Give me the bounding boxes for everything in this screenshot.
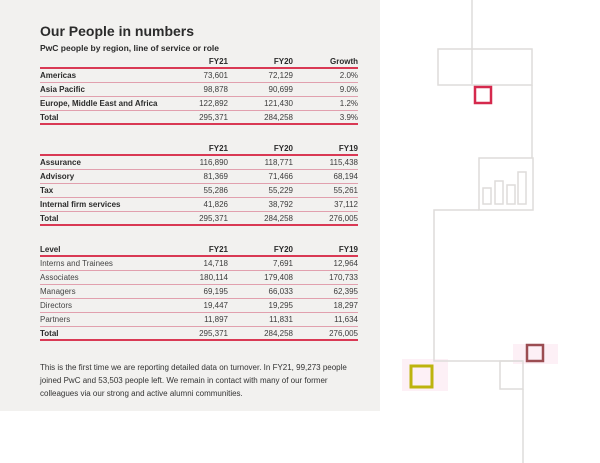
table-people-by-region (40, 56, 358, 125)
table-row-emea (40, 97, 358, 111)
row-label: Total (40, 328, 59, 338)
table-row-asia-pacific (40, 83, 358, 97)
cell-value: 284,258 (264, 213, 293, 223)
cell-value: 115,438 (329, 158, 358, 167)
cell-value: 38,792 (268, 200, 293, 209)
table-row-advisory (40, 170, 358, 184)
cell-value: 11,831 (269, 315, 293, 324)
column-header-fy19: FY19 (338, 144, 358, 153)
row-label: Directors (40, 301, 73, 310)
column-header-fy20: FY20 (273, 144, 293, 153)
row-label: Partners (40, 315, 71, 324)
cell-value: 12,964 (333, 259, 358, 268)
connector-lines (434, 0, 533, 463)
cell-value: 81,369 (203, 172, 228, 181)
table-people-by-level (40, 244, 358, 341)
row-label: Total (40, 213, 59, 223)
row-label: Internal firm services (40, 200, 121, 209)
cell-value: 14,718 (203, 259, 228, 268)
bar (483, 188, 491, 204)
table-row-partners (40, 313, 358, 327)
table-row-associates (40, 271, 358, 285)
cell-value: 71,466 (268, 172, 293, 181)
cell-value: 62,395 (333, 287, 358, 296)
cell-value: 73,601 (203, 71, 228, 80)
cell-value: 55,261 (333, 186, 358, 195)
table-row-americas (40, 69, 358, 83)
cell-value: 41,826 (203, 200, 228, 209)
table-row-tax (40, 184, 358, 198)
cell-value: 66,033 (268, 287, 293, 296)
connector-line (434, 210, 523, 361)
table-row-total (40, 327, 358, 341)
cell-value: 180,114 (199, 273, 228, 282)
cell-value: 3.9% (339, 112, 358, 122)
cell-value: 2.0% (339, 71, 358, 80)
cell-value: 18,297 (333, 301, 358, 310)
cell-value: 284,258 (264, 328, 293, 338)
column-header-fy21: FY21 (208, 245, 228, 254)
column-header-fy20: FY20 (273, 245, 293, 254)
column-header-fy21: FY21 (208, 144, 228, 153)
cell-value: 121,430 (264, 99, 293, 108)
row-label: Americas (40, 71, 77, 80)
cell-value: 284,258 (264, 112, 293, 122)
column-header-fy20: FY20 (273, 57, 293, 66)
cell-value: 90,699 (268, 85, 293, 94)
cell-value: 118,771 (264, 158, 293, 167)
table-row-internal-firm-services (40, 198, 358, 212)
cell-value: 72,129 (268, 71, 293, 80)
cell-value: 170,733 (329, 273, 358, 282)
table-people-by-line-of-service (40, 143, 358, 226)
cell-value: 69,195 (203, 287, 228, 296)
table-header-row (40, 143, 358, 156)
cell-value: 98,878 (203, 85, 228, 94)
bar (495, 181, 503, 204)
table-row-managers (40, 285, 358, 299)
cell-value: 295,371 (199, 112, 228, 122)
row-label: Europe, Middle East and Africa (40, 99, 158, 108)
cell-value: 1.2% (339, 99, 358, 108)
cell-value: 11,897 (204, 315, 228, 324)
page-title: Our People in numbers (40, 23, 195, 39)
cell-value: 295,371 (199, 328, 228, 338)
outline-box (438, 49, 532, 85)
cell-value: 19,447 (203, 301, 228, 310)
table-row-total (40, 212, 358, 226)
table-row-interns-and-trainees (40, 257, 358, 271)
table-header-row (40, 244, 358, 257)
table-row-directors (40, 299, 358, 313)
cell-value: 276,005 (329, 328, 358, 338)
outline-box (479, 158, 533, 210)
cell-value: 37,112 (334, 200, 358, 209)
cell-value: 295,371 (199, 213, 228, 223)
bar-chart-icon (483, 172, 526, 204)
row-label: Total (40, 112, 59, 122)
column-header-growth: Growth (330, 57, 358, 66)
red-square-marker (475, 87, 491, 103)
table-row-total (40, 111, 358, 125)
table-header-row (40, 56, 358, 69)
row-label: Assurance (40, 158, 81, 167)
column-header-fy19: FY19 (338, 245, 358, 254)
row-label: Associates (40, 273, 79, 282)
cell-value: 116,890 (199, 158, 228, 167)
column-header-level: Level (40, 245, 61, 254)
table-row-assurance (40, 156, 358, 170)
turnover-footnote: This is the first time we are reporting detailed data on turnover. In FY21, 99,273 people joined PwC and 53,503 people left. We remain in contact with many of our former colleagues via our strong and active alumni communities. (40, 363, 347, 398)
column-header-fy21: FY21 (208, 57, 228, 66)
page-subtitle: PwC people by region, line of service or role (40, 43, 220, 53)
cell-value: 122,892 (199, 99, 228, 108)
row-label: Interns and Trainees (40, 259, 113, 268)
cell-value: 68,194 (333, 172, 358, 181)
cell-value: 55,229 (268, 186, 293, 195)
cell-value: 19,295 (268, 301, 293, 310)
row-label: Asia Pacific (40, 85, 85, 94)
row-label: Managers (40, 287, 76, 296)
row-label: Tax (40, 186, 54, 195)
row-label: Advisory (40, 172, 75, 181)
cell-value: 276,005 (329, 213, 358, 223)
cell-value: 11,634 (334, 315, 358, 324)
cell-value: 179,408 (264, 273, 293, 282)
cell-value: 7,691 (272, 259, 293, 268)
cell-value: 9.0% (339, 85, 358, 94)
cell-value: 55,286 (203, 186, 228, 195)
bar (507, 185, 515, 204)
bar (518, 172, 526, 204)
outline-box (500, 361, 523, 389)
decorative-line-art (370, 0, 600, 463)
